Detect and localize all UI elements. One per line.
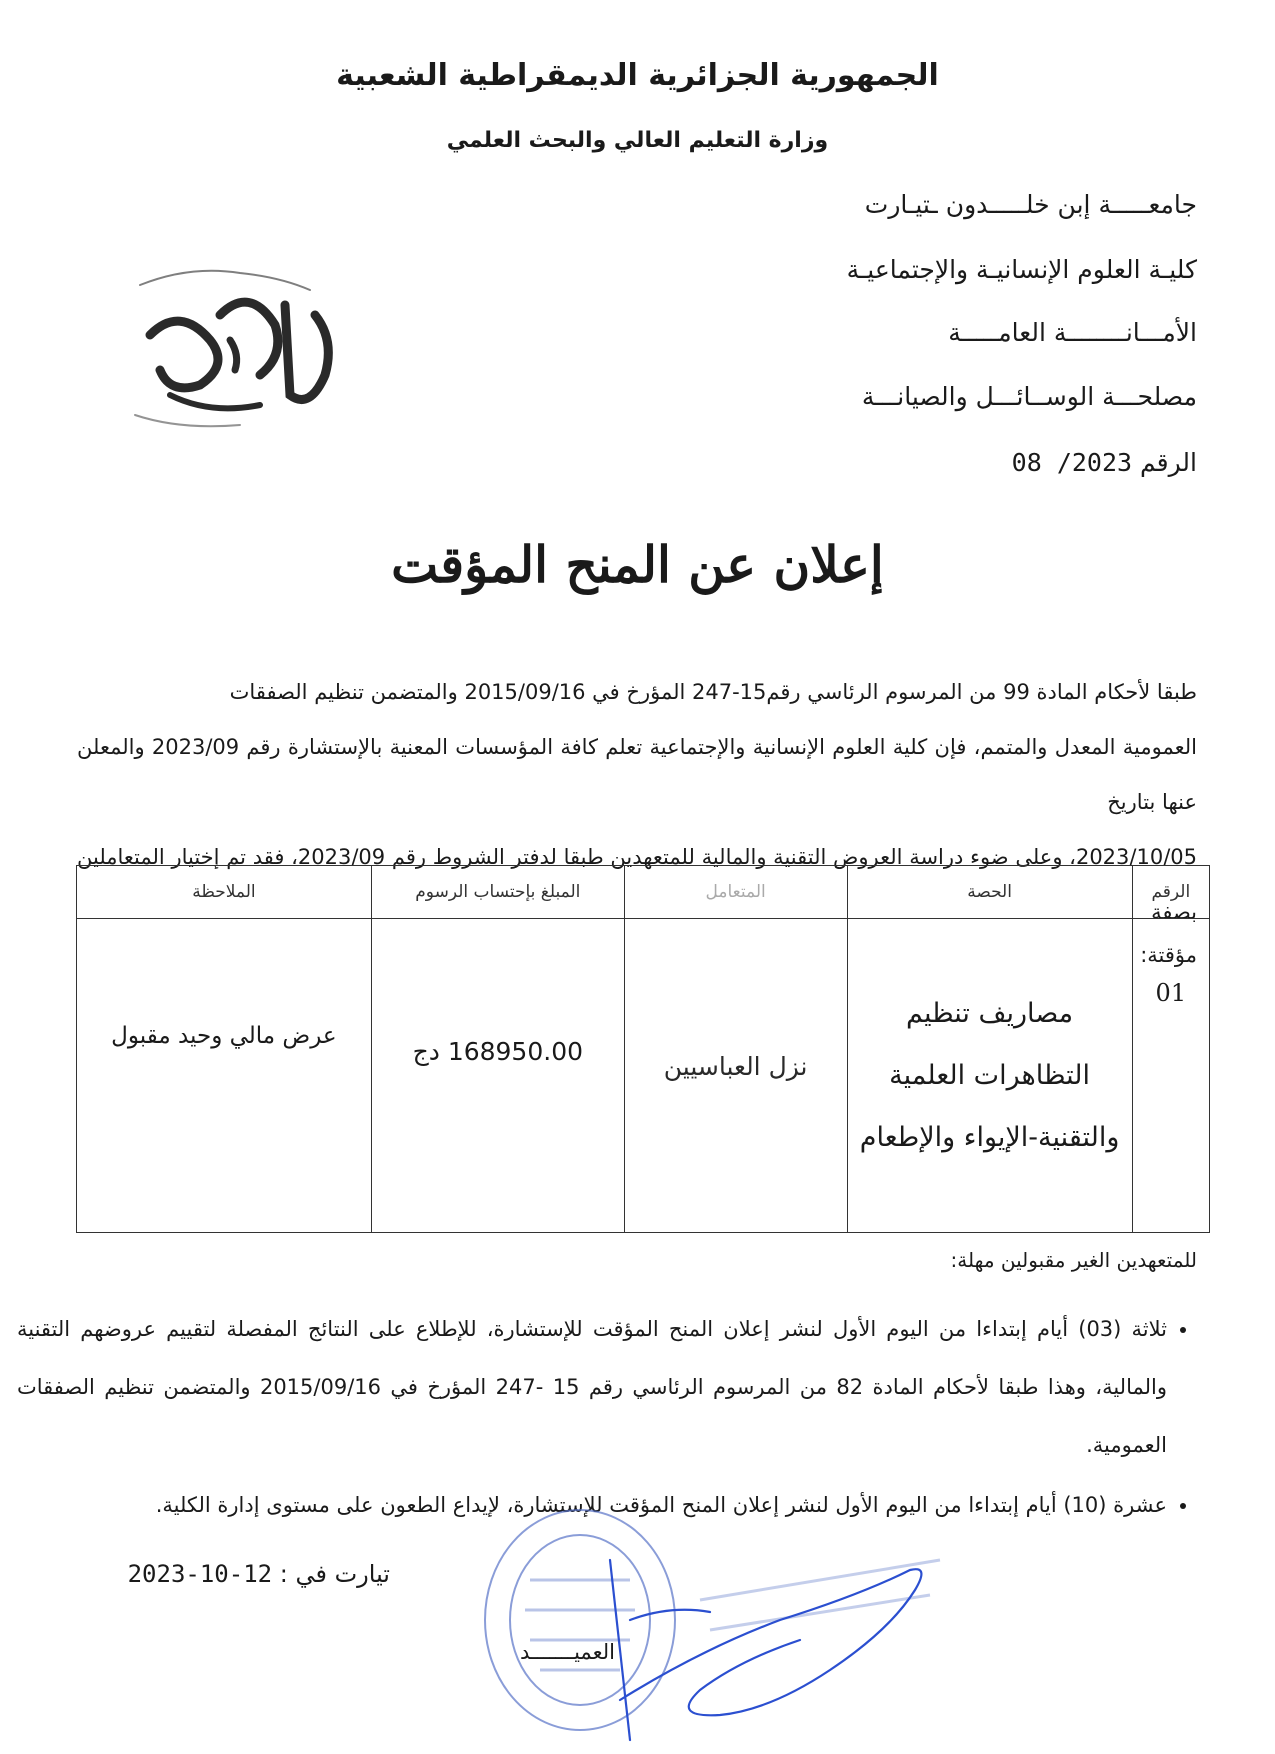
- header-lot: الحصة: [847, 866, 1132, 919]
- table-header-row: [77, 866, 1210, 919]
- dean-signature-label: العميـــــــد: [520, 1640, 615, 1664]
- row-amount: 168950.00 دج: [371, 919, 624, 1233]
- ministry-header: وزارة التعليم العالي والبحث العلمي: [446, 128, 829, 153]
- row-number: 01: [1132, 919, 1209, 1233]
- header-note: الملاحظة: [77, 866, 372, 919]
- faculty-name: كليـة العلوم الإنسانيـة والإجتماعيـة: [846, 255, 1197, 284]
- header-operator: المتعامل: [624, 866, 847, 919]
- reference-value: 08 /2023: [1011, 448, 1133, 477]
- reference-number: [1012, 448, 1197, 477]
- deadline-intro: للمتعهدين الغير مقبولين مهلة:: [950, 1248, 1197, 1272]
- list-item: • عشرة (10) أيام إبتداءا من اليوم الأول لنشر إعلان المنح المؤقت للإستشارة، لإيداع الطعون على مستوى إدارة الكلية.: [17, 1476, 1167, 1534]
- row-note: عرض مالي وحيد مقبول: [77, 919, 372, 1233]
- official-stamp-signature-icon: [470, 1500, 950, 1750]
- intro-line: مؤقتة:: [1140, 943, 1197, 967]
- announcement-title: إعلان عن المنح المؤقت: [391, 535, 884, 594]
- place-date: [128, 1560, 390, 1588]
- lot-line: والتقنية-الإيواء والإطعام: [859, 1121, 1120, 1153]
- list-item: • ثلاثة (03) أيام إبتداءا من اليوم الأول لنشر إعلان المنح المؤقت للإستشارة، للإطلاع على النتائج المفصلة لتقييم عروضهم التقنية والمالية، وهذا طبقا لأحكام المادة 82 من المرسوم الرئاسي رقم 15 -247 المؤرخ في 2015/09/16 والمتضمن تنظيم الصفقات العمومية.: [17, 1300, 1167, 1474]
- service-name: مصلحـــة الوســائـــل والصيانـــة: [861, 382, 1197, 411]
- header-amount: المبلغ بإحتساب الرسوم: [371, 866, 624, 919]
- place-date-label: تيارت في :: [279, 1560, 390, 1588]
- lot-line: مصاريف تنظيم: [906, 997, 1074, 1029]
- row-lot: [847, 919, 1132, 1233]
- university-calligraphy-seal-icon: [110, 245, 350, 440]
- date-value: 2023-10-12: [127, 1560, 273, 1588]
- reference-label: الرقم: [1140, 448, 1197, 477]
- lot-line: التظاهرات العلمية: [889, 1059, 1090, 1091]
- republic-header: الجمهورية الجزائرية الديمقراطية الشعبية: [336, 58, 939, 93]
- row-operator: نزل العباسيين: [624, 919, 847, 1233]
- header-number: الرقم: [1132, 866, 1209, 919]
- award-table: [76, 865, 1210, 1233]
- intro-line: طبقا لأحكام المادة 99 من المرسوم الرئاسي رقم15-247 المؤرخ في 2015/09/16 والمتضمن تنظيم الصفقات: [229, 680, 1197, 704]
- secretariat-name: الأمـــانــــــــة العامـــــة: [948, 318, 1197, 347]
- table-row: [77, 919, 1210, 1233]
- intro-line: العمومية المعدل والمتمم، فإن كلية العلوم الإنسانية والإجتماعية تعلم كافة المؤسسات المعنية بالإستشارة رقم 2023/09 والمعلن عنها بتاريخ: [77, 735, 1197, 814]
- university-name: جامعـــــة إبن خلـــــدون ـتيـارت: [864, 190, 1197, 219]
- intro-line: 2023/10/05، وعلى ضوء دراسة العروض التقنية والمالية للمتعهدين طبقا لدفتر الشروط رقم 2023/09، فقد تم إختيار المتعاملين بصفة: [77, 845, 1197, 924]
